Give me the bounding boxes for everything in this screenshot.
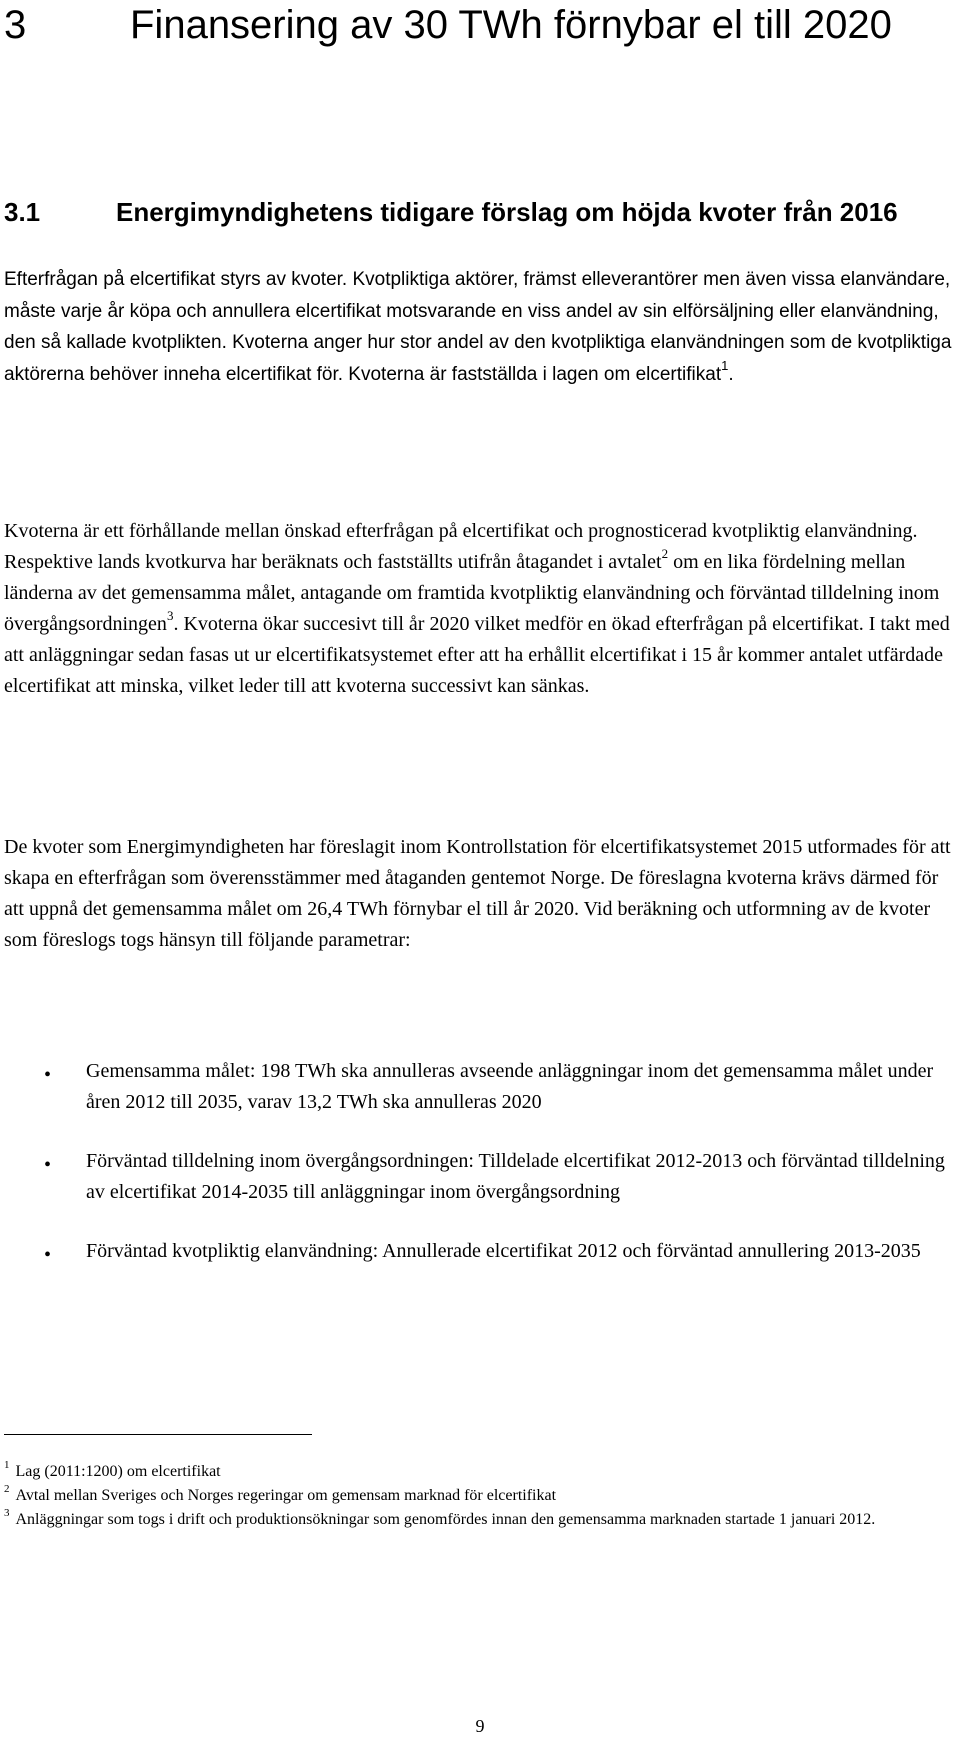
section-number: 3.1 (4, 197, 41, 227)
paragraph-proposed-quotas: De kvoter som Energimyndigheten har föreslagit inom Kontrollstation för elcertifikatsystemet 2015 utformades för att skapa en efterfrågan som överensstämmer med åtaganden gentemot Norge. De föreslagna kvoterna krävs därmed för att uppnå det gemensamma målet om 26,4 TWh förnybar el till år 2020. Vid beräkning och utformning av de kvoter som föreslogs togs hänsyn till följande parametrar: (4, 836, 951, 951)
footnote-text: Avtal mellan Sveriges och Norges regeringar om gemensam marknad för elcertifikat (15, 1487, 557, 1504)
footnote-divider (4, 1434, 312, 1435)
footnote-text: Lag (2011:1200) om elcertifikat (15, 1463, 221, 1480)
list-item (0, 1056, 950, 1118)
footnote-ref-2[interactable]: 2 (661, 546, 669, 562)
list-item-text: Förväntad kvotpliktig elanvändning: Annullerade elcertifikat 2012 och förväntad annullering 2013-2035 (86, 1240, 921, 1262)
paragraph-text-b: om en lika fördelning mellan länderna av det gemensamma målet, antagande om framtida kvotpliktig elanvändning och förväntad tilldelning inom övergångsordningen (4, 551, 940, 635)
paragraph-end: . (728, 363, 734, 385)
paragraph-text: Efterfrågan på elcertifikat styrs av kvoter. Kvotpliktiga aktörer, främst elleverantörer men även vissa elanvändare, måste varje år köpa och annullera elcertifikat motsvarande en viss andel av sin elförsäljning eller elanvändning, den så kallade kvotplikten. Kvoterna anger hur stor andel av den kvotpliktiga elanvändningen som de kvotpliktiga aktörerna behöver inneha elcertifikat för. Kvoterna är fastställda i lagen om elcertifikat (4, 269, 952, 385)
chapter-title: Finansering av 30 TWh förnybar el till 2020 (130, 3, 892, 47)
footnote-mark: 3 (4, 1506, 10, 1519)
bullet-icon: • (44, 1064, 52, 1086)
footnote-text: Anläggningar som togs i drift och produktionsökningar som genomfördes innan den gemensamma marknaden startade 1 januari 2012. (15, 1511, 876, 1528)
paragraph-quota-intro (4, 264, 954, 390)
footnotes (4, 1460, 944, 1532)
footnote (4, 1460, 944, 1484)
footnote-mark: 2 (4, 1482, 10, 1495)
paragraph-quota-curve (4, 516, 954, 702)
section-title: Energimyndighetens tidigare förslag om höjda kvoter från 2016 (116, 197, 898, 227)
list-item (0, 1236, 950, 1267)
footnote (4, 1508, 944, 1532)
footnote-mark: 1 (4, 1458, 10, 1471)
parameter-list (0, 1056, 950, 1295)
bullet-icon: • (44, 1244, 52, 1266)
footnote (4, 1484, 944, 1508)
list-item (0, 1146, 950, 1208)
footnote-ref-3[interactable]: 3 (166, 608, 174, 624)
paragraph-text-c: . Kvoterna ökar succesivt till år 2020 vilket medför en ökad efterfrågan på elcertifikat. I takt med att anläggningar sedan fasas ut ur elcertifikatsystemet efter att ha erhållit elcertifikat i 15 år kommer antalet utfärdade elcertifikat att minska, vilket leder till att kvoterna successivt kan sänkas. (4, 613, 950, 697)
list-item-text: Förväntad tilldelning inom övergångsordningen: Tilldelade elcertifikat 2012-2013 och förväntad tilldelning av elcertifikat 2014-2035 till anläggningar inom övergångsordning (86, 1150, 945, 1203)
paragraph-text-a: Kvoterna är ett förhållande mellan önskad efterfrågan på elcertifikat och prognosticerad kvotpliktig elanvändning. Respektive lands kvotkurva har beräknats och fastställts utifrån åtagandet i avtalet (4, 520, 918, 573)
footnote-ref-1[interactable]: 1 (721, 358, 729, 374)
list-item-text: Gemensamma målet: 198 TWh ska annulleras avseende anläggningar inom det gemensamma målet under åren 2012 till 2035, varav 13,2 TWh ska annulleras 2020 (86, 1060, 934, 1113)
chapter-number: 3 (4, 3, 27, 47)
page-number: 9 (475, 1716, 485, 1736)
bullet-icon: • (44, 1154, 52, 1176)
